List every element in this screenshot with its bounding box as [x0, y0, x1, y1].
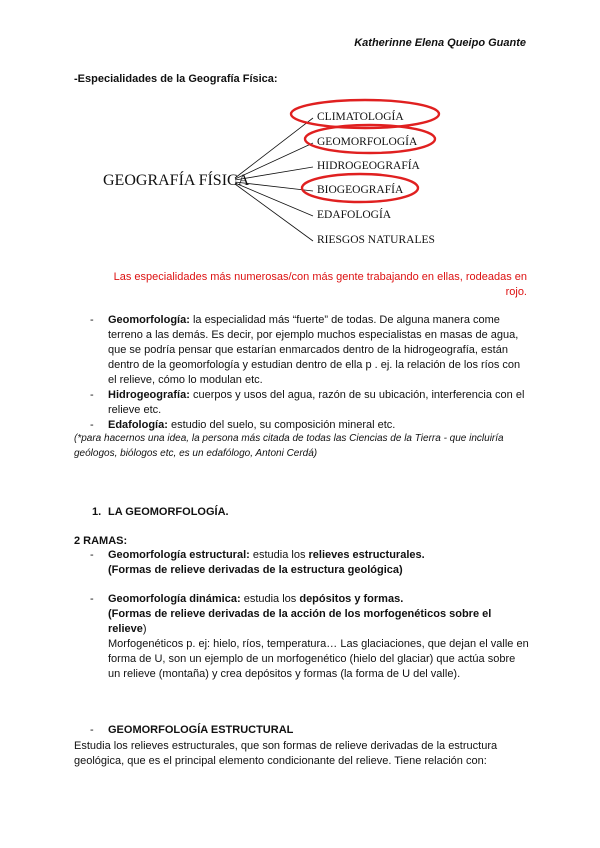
- struct-body: Estudia los relieves estructurales, que son formas de relieve derivadas de la estructura geológica, que es el principal elemento condicionante del relieve. Tiene relación con:: [74, 740, 498, 767]
- bullet-dash: -: [90, 419, 94, 431]
- heading-number: 1.: [92, 506, 102, 518]
- rama-bold: relieves estructurales.: [308, 549, 425, 561]
- rama-detail: Morfogenéticos p. ej: hielo, ríos, temperatura… Las glaciaciones, que dejan el valle en forma de U, son un ejemplo de un morfogenético (hielo del glaciar) que actúa sobre un relieve (montaña) y crea depósitos y formas (la forma de U del valle).: [108, 638, 529, 680]
- rama-paren: (Formas de relieve derivadas de la acción de los morfogenéticos sobre el relieve: [108, 608, 492, 635]
- heading-geomorfologia: [92, 506, 229, 518]
- rama-dinamica: [90, 592, 530, 682]
- bullet-term: Geomorfología:: [108, 314, 190, 326]
- bullet-term: Edafología:: [108, 419, 168, 431]
- branch-riesgos: RIESGOS NATURALES: [317, 234, 435, 246]
- branch-edafologia: EDAFOLOGÍA: [317, 209, 392, 221]
- ramas-title: 2 RAMAS:: [74, 535, 128, 547]
- rama-paren-close: ): [142, 623, 147, 635]
- heading-text: LA GEOMORFOLOGÍA.: [108, 506, 229, 518]
- bullet-dash: -: [90, 724, 94, 736]
- branch-climatologia: CLIMATOLOGÍA: [317, 111, 404, 123]
- bullet-dash: -: [90, 314, 94, 326]
- author-name: Katherinne Elena Queipo Guante: [354, 37, 526, 49]
- rama-paren: (Formas de relieve derivadas de la estructura geológica): [108, 564, 403, 576]
- bullet-text: la especialidad más “fuerte” de todas. De alguna manera come terreno a las demás. Es decir, por ejemplo muchos especialistas en masas de agua, que se podría pensar que estarían enmarcados dentro de la hidrogeografía, están dentro de la geomorfología y estudian dentro de ella p . ej. la relación de los ríos con el relieve, cómo lo modulan etc.: [108, 314, 521, 386]
- diagram-root: GEOGRAFÍA FÍSICA: [103, 172, 250, 189]
- bullet-dash: -: [90, 549, 94, 561]
- rama-bold: depósitos y formas.: [299, 593, 404, 605]
- ramas-list: [90, 548, 530, 682]
- specialty-bullets: [90, 313, 530, 433]
- rama-estructural: [90, 548, 530, 578]
- bullet-hidrogeografia: [90, 388, 530, 418]
- bullet-geomorfologia: [90, 313, 530, 388]
- rama-term: Geomorfología dinámica:: [108, 593, 241, 605]
- red-annotation: Las especialidades más numerosas/con más gente trabajando en ellas, rodeadas en rojo.: [113, 271, 527, 298]
- rama-term: Geomorfología estructural:: [108, 549, 250, 561]
- branch-biogeografia: BIOGEOGRAFÍA: [317, 184, 404, 196]
- italic-note: (*para hacernos una idea, la persona más citada de todas las Ciencias de la Tierra - que incluiría geólogos, biólogos etc, es un edafólogo, Antoni Cerdá): [74, 433, 504, 459]
- struct-title: GEOMORFOLOGÍA ESTRUCTURAL: [108, 724, 294, 736]
- branch-geomorfologia: GEOMORFOLOGÍA: [317, 136, 418, 148]
- struct-heading: [90, 724, 293, 736]
- bullet-dash: -: [90, 389, 94, 401]
- bullet-term: Hidrogeografía:: [108, 389, 190, 401]
- bullet-dash: -: [90, 593, 94, 605]
- geography-diagram: [95, 92, 455, 257]
- branch-hidrogeografia: HIDROGEOGRAFÍA: [317, 160, 420, 172]
- section-title: -Especialidades de la Geografía Física:: [74, 73, 278, 85]
- bullet-text: cuerpos y usos del agua, razón de su ubicación, interferencia con el relieve etc.: [108, 389, 525, 416]
- rama-text: estudia los: [240, 593, 300, 605]
- bullet-text: estudio del suelo, su composición mineral etc.: [167, 419, 396, 431]
- rama-text: estudia los: [249, 549, 309, 561]
